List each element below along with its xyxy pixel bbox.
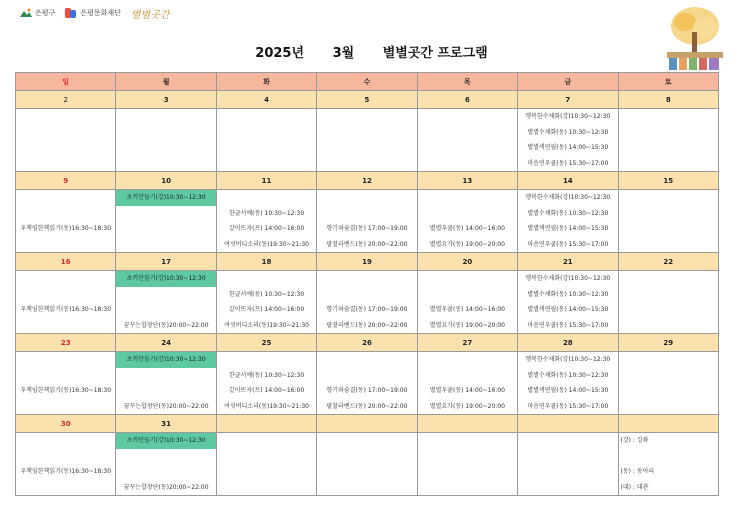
program-entry: 꿈꾸는합창단(동)20:00~22:00 bbox=[123, 321, 209, 329]
empty-slot bbox=[317, 206, 416, 222]
date-cell: 5 bbox=[317, 91, 417, 109]
program-entry: 초끼만들기(강)10:30~12:30 bbox=[116, 271, 215, 287]
empty-slot bbox=[317, 352, 416, 368]
empty-slot bbox=[217, 449, 316, 465]
date-row bbox=[16, 91, 719, 109]
program-row bbox=[16, 109, 719, 172]
date-cell: 9 bbox=[16, 172, 116, 190]
program-entry: 별별색연필(동) 14:00~15:30 bbox=[527, 387, 609, 394]
empty-slot bbox=[619, 271, 718, 287]
program-entry: 별별색연필(동) 14:00~15:30 bbox=[527, 144, 609, 151]
program-entry: 마음연우쿨(동) 15:30~17:00 bbox=[527, 402, 609, 410]
program-entry: 별별색연필(동) 14:00~15:30 bbox=[527, 225, 609, 232]
program-entry: 별별수채화(동) 10:30~12:30 bbox=[527, 371, 609, 379]
empty-slot bbox=[116, 221, 215, 237]
empty-slot bbox=[619, 140, 718, 156]
empty-slot bbox=[217, 464, 316, 480]
date-cell: 3 bbox=[116, 91, 216, 109]
empty-slot bbox=[16, 156, 115, 172]
empty-slot bbox=[317, 156, 416, 172]
day-cell bbox=[16, 271, 116, 334]
day-cell bbox=[618, 190, 718, 253]
empty-slot bbox=[317, 271, 416, 287]
empty-slot bbox=[217, 271, 316, 287]
logo-bar bbox=[20, 3, 170, 23]
empty-slot bbox=[217, 156, 316, 172]
program-entry: 향기와숨결(동) 17:00~19:00 bbox=[326, 387, 408, 394]
program-entry: 한글서예(동) 10:30~12:30 bbox=[228, 209, 305, 217]
empty-slot bbox=[16, 190, 115, 206]
empty-slot bbox=[217, 352, 316, 368]
day-cell bbox=[116, 352, 216, 415]
weekday-fri: 금 bbox=[518, 73, 618, 91]
empty-slot bbox=[116, 302, 215, 318]
foundation-icon bbox=[65, 8, 77, 18]
empty-slot bbox=[418, 190, 517, 206]
day-cell bbox=[116, 109, 216, 172]
day-cell bbox=[518, 271, 618, 334]
empty-slot bbox=[16, 271, 115, 287]
empty-slot bbox=[116, 383, 215, 399]
empty-slot bbox=[518, 480, 617, 496]
day-cell bbox=[618, 271, 718, 334]
empty-slot bbox=[619, 352, 718, 368]
empty-slot bbox=[116, 206, 215, 222]
day-cell bbox=[216, 433, 316, 496]
empty-slot bbox=[16, 318, 115, 334]
program-entry: 행복한수채화(강)10:30~12:30 bbox=[525, 194, 611, 201]
date-cell: 22 bbox=[618, 253, 718, 271]
program-row bbox=[16, 271, 719, 334]
day-cell bbox=[618, 352, 718, 415]
empty-slot bbox=[116, 109, 215, 125]
empty-slot bbox=[16, 140, 115, 156]
logo-text-1: 은평구 bbox=[35, 9, 56, 17]
byeolbyeol-logo: 별별곳간 bbox=[130, 9, 170, 21]
empty-slot bbox=[116, 368, 215, 384]
program-entry: 같이뜨자(프) 14:00~16:00 bbox=[228, 306, 305, 313]
weekday-thu: 목 bbox=[417, 73, 517, 91]
day-cell bbox=[16, 109, 116, 172]
foundation-logo bbox=[65, 8, 121, 18]
empty-slot bbox=[16, 237, 115, 253]
program-entry: 초끼만들기(강)10:30~12:30 bbox=[116, 433, 215, 449]
program-entry: 별별수채화(동) 10:30~12:30 bbox=[527, 128, 609, 136]
empty-slot bbox=[418, 206, 517, 222]
page-title bbox=[0, 42, 743, 61]
program-entry: 여섯버디소리(동)19:30~21:30 bbox=[224, 402, 309, 410]
empty-slot bbox=[16, 352, 115, 368]
date-cell: 31 bbox=[116, 415, 216, 433]
date-cell: 7 bbox=[518, 91, 618, 109]
day-cell bbox=[417, 271, 517, 334]
day-cell bbox=[16, 190, 116, 253]
empty-slot bbox=[317, 480, 416, 496]
date-cell: 24 bbox=[116, 334, 216, 352]
program-entry: 별별수채화(동) 10:30~12:30 bbox=[527, 209, 609, 217]
program-entry: 초끼만들기(강)10:30~12:30 bbox=[116, 190, 215, 206]
day-cell bbox=[317, 190, 417, 253]
day-cell bbox=[417, 109, 517, 172]
day-cell bbox=[518, 109, 618, 172]
date-cell: 16 bbox=[16, 253, 116, 271]
program-entry: 우책임한책읽기(동)16:30~18:30 bbox=[20, 225, 112, 232]
title-month: 3월 bbox=[332, 46, 355, 61]
empty-slot bbox=[217, 109, 316, 125]
program-entry: 한글서예(동) 10:30~12:30 bbox=[228, 371, 305, 379]
date-row bbox=[16, 253, 719, 271]
empty-slot bbox=[619, 449, 718, 465]
day-cell bbox=[417, 352, 517, 415]
date-cell: 14 bbox=[518, 172, 618, 190]
program-entry: 우책임한책읽기(동)16:30~18:30 bbox=[20, 387, 112, 394]
empty-slot bbox=[16, 206, 115, 222]
empty-slot bbox=[317, 109, 416, 125]
date-cell: 21 bbox=[518, 253, 618, 271]
empty-slot bbox=[116, 156, 215, 172]
title-name: 별별곳간 프로그램 bbox=[382, 46, 488, 61]
weekday-header-row bbox=[16, 73, 719, 91]
empty-slot bbox=[317, 287, 416, 303]
date-cell: 28 bbox=[518, 334, 618, 352]
empty-slot bbox=[16, 480, 115, 496]
date-cell: 11 bbox=[216, 172, 316, 190]
empty-slot bbox=[619, 237, 718, 253]
date-cell: 19 bbox=[317, 253, 417, 271]
empty-slot bbox=[418, 352, 517, 368]
program-entry: 별별요가(동) 19:00~20:00 bbox=[429, 321, 505, 329]
empty-slot bbox=[16, 449, 115, 465]
date-cell bbox=[317, 415, 417, 433]
empty-slot bbox=[418, 433, 517, 449]
empty-slot bbox=[217, 125, 316, 141]
weekday-sat: 토 bbox=[618, 73, 718, 91]
empty-slot bbox=[619, 383, 718, 399]
empty-slot bbox=[116, 287, 215, 303]
program-entry: 행복한수채화(강)10:30~12:30 bbox=[525, 275, 611, 282]
day-cell bbox=[317, 271, 417, 334]
date-cell: 13 bbox=[417, 172, 517, 190]
calendar-table bbox=[15, 72, 719, 496]
program-entry: 꿈꾸는합창단(동)20:00~22:00 bbox=[123, 402, 209, 410]
day-cell bbox=[216, 190, 316, 253]
program-entry: 여섯버디소리(동)19:30~21:30 bbox=[224, 240, 309, 248]
empty-slot bbox=[418, 271, 517, 287]
empty-slot bbox=[16, 399, 115, 415]
program-entry: 별별우쿨(동) 14:00~16:00 bbox=[429, 387, 505, 394]
date-cell: 8 bbox=[618, 91, 718, 109]
empty-slot bbox=[418, 156, 517, 172]
program-entry: 별별요가(동) 19:00~20:00 bbox=[429, 402, 505, 410]
program-row bbox=[16, 433, 719, 496]
program-entry: 별별수채화(동) 10:30~12:30 bbox=[527, 290, 609, 298]
date-cell: 15 bbox=[618, 172, 718, 190]
day-cell bbox=[417, 433, 517, 496]
day-cell bbox=[518, 190, 618, 253]
empty-slot bbox=[317, 125, 416, 141]
empty-slot bbox=[418, 449, 517, 465]
program-entry: 행복한수채화(강)10:30~12:30 bbox=[525, 356, 611, 363]
empty-slot bbox=[317, 140, 416, 156]
date-row bbox=[16, 415, 719, 433]
date-cell: 27 bbox=[417, 334, 517, 352]
program-entry: 향기와숨결(동) 17:00~19:00 bbox=[326, 306, 408, 313]
date-row bbox=[16, 172, 719, 190]
program-entry: 별별색연필(동) 14:00~15:30 bbox=[527, 306, 609, 313]
empty-slot bbox=[16, 109, 115, 125]
empty-slot bbox=[518, 449, 617, 465]
program-row bbox=[16, 190, 719, 253]
mountain-icon bbox=[20, 8, 32, 18]
date-cell: 26 bbox=[317, 334, 417, 352]
day-cell bbox=[116, 271, 216, 334]
program-entry: 별별우쿨(동) 14:00~16:00 bbox=[429, 225, 505, 232]
day-cell bbox=[417, 190, 517, 253]
empty-slot bbox=[418, 109, 517, 125]
day-cell bbox=[317, 433, 417, 496]
date-cell bbox=[216, 415, 316, 433]
program-entry: 마음연우쿨(동) 15:30~17:00 bbox=[527, 159, 609, 167]
date-cell: 18 bbox=[216, 253, 316, 271]
empty-slot bbox=[518, 464, 617, 480]
empty-slot bbox=[418, 125, 517, 141]
program-entry: 팔찰라벤드(동) 20:00~22:00 bbox=[326, 402, 408, 410]
weekday-wed: 수 bbox=[317, 73, 417, 91]
date-cell bbox=[518, 415, 618, 433]
date-cell: 10 bbox=[116, 172, 216, 190]
empty-slot bbox=[619, 318, 718, 334]
empty-slot bbox=[619, 368, 718, 384]
day-cell bbox=[116, 190, 216, 253]
empty-slot bbox=[619, 109, 718, 125]
day-cell bbox=[618, 109, 718, 172]
empty-slot bbox=[217, 433, 316, 449]
empty-slot bbox=[317, 464, 416, 480]
program-entry: (강) : 강좌 bbox=[620, 437, 649, 444]
program-entry: 행복한수채화(강)10:30~12:30 bbox=[525, 113, 611, 120]
empty-slot bbox=[619, 399, 718, 415]
empty-slot bbox=[317, 433, 416, 449]
day-cell bbox=[216, 352, 316, 415]
program-entry: 팔찰라벤드(동) 20:00~22:00 bbox=[326, 240, 408, 248]
empty-slot bbox=[217, 140, 316, 156]
date-cell: 29 bbox=[618, 334, 718, 352]
program-entry: 같이뜨자(프) 14:00~16:00 bbox=[228, 225, 305, 232]
title-year: 2025년 bbox=[255, 46, 305, 61]
day-cell bbox=[317, 352, 417, 415]
empty-slot bbox=[116, 125, 215, 141]
empty-slot bbox=[418, 140, 517, 156]
empty-slot bbox=[418, 480, 517, 496]
program-entry: 꿈꾸는합창단(동)20:00~22:00 bbox=[123, 483, 209, 491]
day-cell bbox=[618, 433, 718, 496]
empty-slot bbox=[217, 190, 316, 206]
empty-slot bbox=[16, 433, 115, 449]
day-cell bbox=[518, 433, 618, 496]
empty-slot bbox=[619, 206, 718, 222]
empty-slot bbox=[217, 480, 316, 496]
program-entry: 마음연우쿨(동) 15:30~17:00 bbox=[527, 240, 609, 248]
day-cell bbox=[16, 352, 116, 415]
empty-slot bbox=[16, 287, 115, 303]
program-entry: 한글서예(동) 10:30~12:30 bbox=[228, 290, 305, 298]
day-cell bbox=[216, 109, 316, 172]
day-cell bbox=[16, 433, 116, 496]
program-entry: 팔찰라벤드(동) 20:00~22:00 bbox=[326, 321, 408, 329]
program-entry: 초끼만들기(강)10:30~12:30 bbox=[116, 352, 215, 368]
program-entry: 우책임한책읽기(동)16:30~18:30 bbox=[20, 468, 112, 475]
empty-slot bbox=[518, 433, 617, 449]
empty-slot bbox=[317, 449, 416, 465]
date-cell: 23 bbox=[16, 334, 116, 352]
date-cell: 12 bbox=[317, 172, 417, 190]
empty-slot bbox=[418, 287, 517, 303]
empty-slot bbox=[418, 464, 517, 480]
date-cell: 20 bbox=[417, 253, 517, 271]
empty-slot bbox=[317, 368, 416, 384]
empty-slot bbox=[619, 302, 718, 318]
empty-slot bbox=[619, 156, 718, 172]
logo-text-2: 은평문화재단 bbox=[80, 9, 121, 17]
program-entry: 별별우쿨(동) 14:00~16:00 bbox=[429, 306, 505, 313]
day-cell bbox=[216, 271, 316, 334]
empty-slot bbox=[116, 237, 215, 253]
program-entry: (동) : 동아리 bbox=[620, 468, 655, 475]
day-cell bbox=[317, 109, 417, 172]
program-entry: 같이뜨자(프) 14:00~16:00 bbox=[228, 387, 305, 394]
empty-slot bbox=[619, 190, 718, 206]
empty-slot bbox=[418, 368, 517, 384]
program-entry: 마음연우쿨(동) 15:30~17:00 bbox=[527, 321, 609, 329]
date-cell bbox=[417, 415, 517, 433]
date-cell: 6 bbox=[417, 91, 517, 109]
program-entry: (대) : 대관 bbox=[620, 483, 649, 491]
empty-slot bbox=[16, 125, 115, 141]
empty-slot bbox=[619, 287, 718, 303]
weekday-tue: 화 bbox=[216, 73, 316, 91]
weekday-sun: 일 bbox=[16, 73, 116, 91]
weekday-mon: 월 bbox=[116, 73, 216, 91]
program-entry: 별별요가(동) 19:00~20:00 bbox=[429, 240, 505, 248]
empty-slot bbox=[16, 368, 115, 384]
empty-slot bbox=[619, 125, 718, 141]
date-cell: 25 bbox=[216, 334, 316, 352]
empty-slot bbox=[116, 464, 215, 480]
program-entry: 여섯버디소리(동)19:30~21:30 bbox=[224, 321, 309, 329]
tree-illustration bbox=[659, 4, 729, 72]
eunpyeong-logo bbox=[20, 8, 55, 18]
date-cell: 17 bbox=[116, 253, 216, 271]
date-cell: 2 bbox=[16, 91, 116, 109]
calendar-body bbox=[16, 91, 719, 496]
date-cell: 4 bbox=[216, 91, 316, 109]
date-row bbox=[16, 334, 719, 352]
date-cell bbox=[618, 415, 718, 433]
program-entry: 우책임한책읽기(동)16:30~18:30 bbox=[20, 306, 112, 313]
empty-slot bbox=[619, 221, 718, 237]
program-entry: 향기와숨결(동) 17:00~19:00 bbox=[326, 225, 408, 232]
date-cell: 30 bbox=[16, 415, 116, 433]
day-cell bbox=[518, 352, 618, 415]
program-row bbox=[16, 352, 719, 415]
empty-slot bbox=[116, 449, 215, 465]
empty-slot bbox=[116, 140, 215, 156]
day-cell bbox=[116, 433, 216, 496]
empty-slot bbox=[317, 190, 416, 206]
